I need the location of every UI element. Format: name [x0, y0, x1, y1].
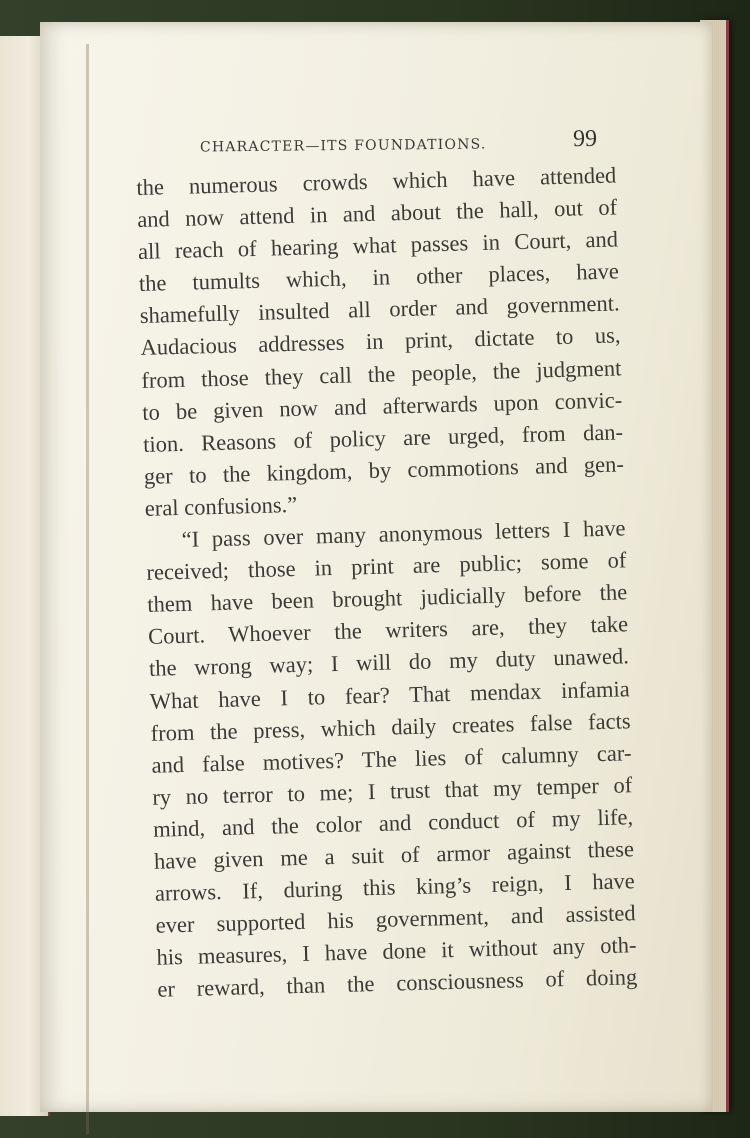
text-line: er reward, than the consciousness of doing [157, 964, 638, 1003]
body-text [136, 159, 638, 1006]
text-line: to be given now and afterwards upon convic- [141, 387, 623, 425]
text-line: arrows. If, during this king’s reign, I have [154, 868, 636, 906]
book-page [40, 22, 712, 1112]
text-line: and now attend in and about the hall, out of [136, 194, 618, 233]
text-line: from those they call the people, the judgment [141, 354, 622, 393]
text-line: them have been brought judicially before the [147, 579, 628, 618]
text-line: received; those in print are public; some of [146, 547, 627, 585]
text-line: have given me a suit of armor against these [153, 836, 635, 874]
text-line: the numerous crowds which have attended [136, 162, 617, 200]
text-line: his measures, I have done it without any oth- [156, 932, 637, 970]
text-line: ger to the kingdom, by commotions and gen- [143, 451, 625, 489]
text-line: tion. Reasons of policy are urged, from dan- [142, 419, 624, 457]
text-line: Audacious addresses in print, dictate to us, [140, 322, 621, 361]
text-line: ry no terror to me; I trust that my temper of [152, 772, 633, 810]
text-line: What have I to fear? That mendax infamia [149, 675, 631, 714]
text-line: “I pass over many anonymous letters I have [181, 515, 626, 552]
text-line: the tumults which, in other places, have [138, 258, 620, 297]
text-line: shamefully insulted all order and government. [139, 290, 620, 329]
text-line: Court. Whoever the writers are, they take [147, 611, 629, 650]
text-line: ever supported his government, and assisted [155, 900, 636, 938]
text-line: eral confusions.” [144, 491, 298, 521]
text-line: and false motives? The lies of calumny car- [151, 739, 632, 778]
running-head: CHARACTER—ITS FOUNDATIONS. [199, 136, 487, 156]
page-number: 99 [572, 125, 598, 153]
text-line: from the press, which daily creates false facts [150, 707, 631, 746]
text-line: mind, and the color and conduct of my life, [152, 804, 634, 842]
text-line: the wrong way; I will do my duty unawed. [148, 643, 630, 682]
gutter-crease [86, 44, 89, 1134]
text-line: all reach of hearing what passes in Court, and [137, 226, 619, 265]
